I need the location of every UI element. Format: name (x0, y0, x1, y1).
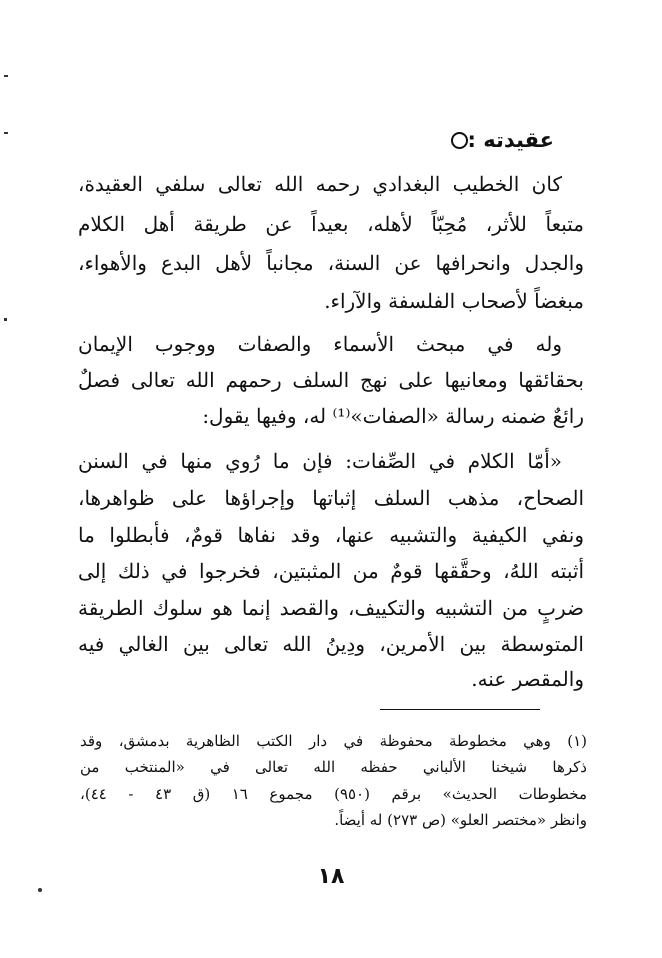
paragraph-3-line-1: «أمّا الكلام في الصِّفات: فإن ما رُوي منها في السنن (78, 449, 562, 473)
paragraph-3-line-4: أثبته اللهُ، وحقَّقها قومٌ من المثبتين، فخرجوا في ذلك إلى (78, 559, 584, 583)
footnote-separator (380, 709, 540, 710)
footnote-line-1: (١) وهي مخطوطة محفوظة في دار الكتب الظاهرية بدمشق، وقد (80, 732, 587, 750)
paragraph-3-line-7: والمقصر عنه. (471, 667, 584, 691)
paragraph-2-line-2: بحقائقها ومعانيها على نهج السلف رحمهم الله تعالى فصلٌ (78, 368, 584, 392)
section-heading (443, 128, 555, 152)
paragraph-1-line-2: متبعاً للأثر، مُحِبّاً لأهله، بعيداً عن طريقة أهل الكلام (78, 212, 584, 236)
paragraph-3-line-3: ونفي الكيفية والتشبيه عنها، وقد نفاها قومٌ، فأبطلوا ما (78, 523, 584, 547)
section-title: عقيدته : (467, 128, 554, 152)
footnote-line-2: ذكرها شيخنا الألباني حفظه الله تعالى في «المنتخب من (80, 758, 587, 776)
paragraph-3-line-5: ضربٍ من التشبيه والتكييف، والقصد إنما هو سلوك الطريقة (78, 596, 584, 620)
footnote-line-3: مخطوطات الحديث» برقم (٩٥٠) مجموع ١٦ (ق ٤٣ - ٤٤)، (80, 785, 587, 803)
paragraph-1-line-1: كان الخطيب البغدادي رحمه الله تعالى سلفي العقيدة، (78, 172, 562, 196)
scan-speck (4, 318, 7, 321)
paragraph-2-line-1: وله في مبحث الأسماء والصفات ووجوب الإيمان (78, 332, 562, 356)
paragraph-2-line-3: رائعٌ ضمنه رسالة «الصفات»⁽¹⁾ له، وفيها يقول: (202, 404, 584, 428)
paragraph-1-line-3: والجدل وانحرافها عن السنة، مجانباً لأهل البدع والأهواء، (78, 251, 584, 275)
scan-speck (38, 888, 42, 892)
paragraph-3-line-6: المتوسطة بين الأمرين، ودِينُ الله تعالى بين الغالي فيه (78, 632, 584, 656)
hollow-circle-icon (451, 132, 468, 149)
paragraph-1-line-4: مبغضاً لأصحاب الفلسفة والآراء. (324, 289, 584, 313)
paragraph-3-line-2: الصحاح، مذهب السلف إثباتها وإجراؤها على ظواهرها، (78, 486, 584, 510)
scan-speck (4, 75, 8, 77)
footnote-line-4: وانظر «مختصر العلو» (ص ٢٧٣) له أيضاً. (334, 811, 587, 829)
scan-speck (4, 132, 8, 134)
page-number: ١٨ (317, 864, 345, 889)
